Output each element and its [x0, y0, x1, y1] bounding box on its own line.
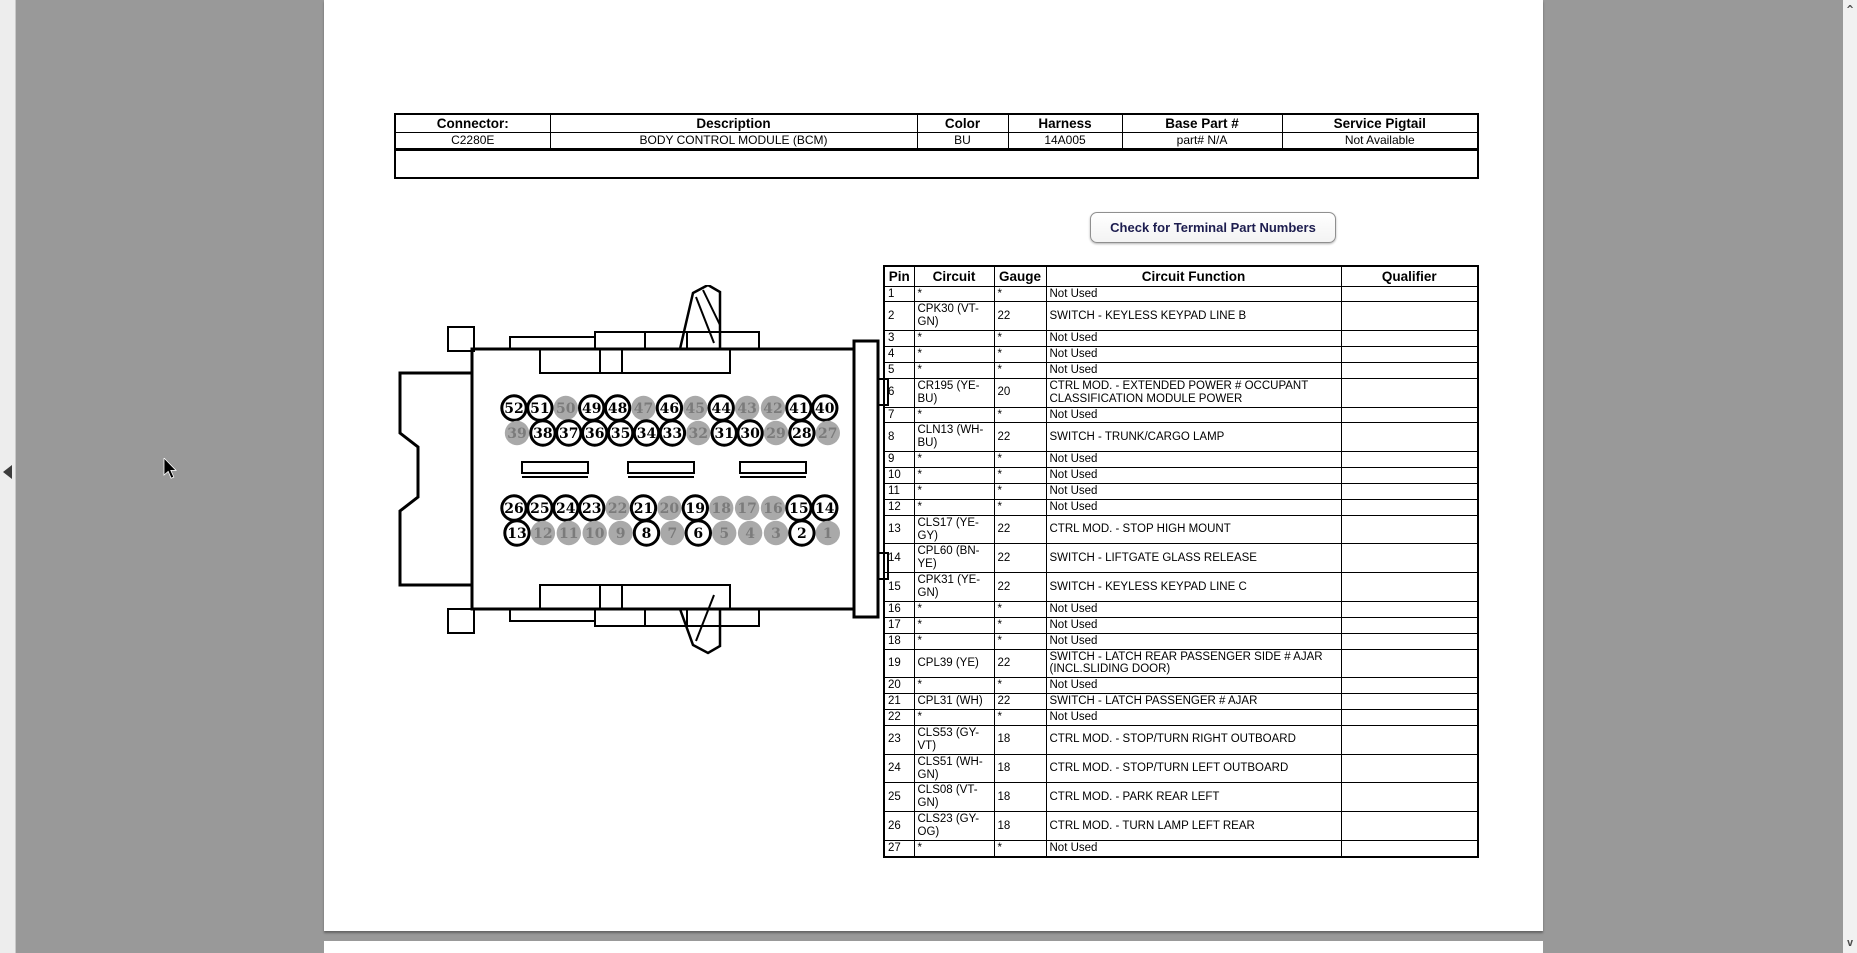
cell-pin: 21: [884, 694, 914, 710]
pin-label-47: 47: [633, 401, 654, 418]
cell-qualifier: [1341, 725, 1478, 754]
connector-info-value-row: [395, 132, 1478, 149]
cell-function: Not Used: [1046, 840, 1341, 856]
cell-pin: 27: [884, 840, 914, 856]
cell-qualifier: [1341, 754, 1478, 783]
pin-row-11: [884, 483, 1478, 499]
pin-row-16: [884, 601, 1478, 617]
cell-function: SWITCH - LATCH REAR PASSENGER SIDE # AJAR (INCL.SLIDING DOOR): [1046, 649, 1341, 678]
pin-row-15: [884, 573, 1478, 602]
pin-label-34: 34: [636, 426, 657, 443]
cell-qualifier: [1341, 499, 1478, 515]
pin-row-21: [884, 694, 1478, 710]
pin-label-29: 29: [766, 426, 786, 443]
pin-label-9: 9: [615, 526, 626, 543]
pin-table-header-cell: Circuit Function: [1046, 266, 1341, 286]
cell-gauge: 18: [994, 725, 1046, 754]
cell-gauge: 22: [994, 302, 1046, 331]
cell-pin: 18: [884, 633, 914, 649]
pin-label-45: 45: [685, 401, 706, 418]
cell-qualifier: [1341, 573, 1478, 602]
cell-pin: 6: [884, 378, 914, 407]
pin-label-23: 23: [581, 501, 602, 518]
pin-label-38: 38: [533, 426, 553, 443]
cell-circuit: CLN13 (WH-BU): [914, 423, 994, 452]
connector-info-empty-row: [395, 149, 1478, 178]
pin-table-header-cell: Qualifier: [1341, 266, 1478, 286]
info-header-cell: Harness: [1008, 114, 1122, 132]
cell-gauge: 22: [994, 694, 1046, 710]
cell-circuit: *: [914, 601, 994, 617]
pin-row-13: [884, 515, 1478, 544]
pin-row-10: [884, 468, 1478, 484]
cell-circuit: *: [914, 499, 994, 515]
pin-label-19: 19: [685, 501, 706, 518]
cell-gauge: *: [994, 407, 1046, 423]
pin-label-18: 18: [711, 501, 731, 518]
cell-function: Not Used: [1046, 452, 1341, 468]
cell-pin: 20: [884, 678, 914, 694]
cell-circuit: CPL60 (BN-YE): [914, 544, 994, 573]
cell-pin: 14: [884, 544, 914, 573]
cell-gauge: *: [994, 362, 1046, 378]
cell-gauge: *: [994, 678, 1046, 694]
vertical-scrollbar[interactable]: [1843, 0, 1857, 953]
info-value-cell: C2280E: [395, 132, 550, 149]
cell-circuit: CLS08 (VT-GN): [914, 783, 994, 812]
cell-pin: 2: [884, 302, 914, 331]
pin-label-12: 12: [533, 526, 553, 543]
pin-label-37: 37: [559, 426, 579, 443]
cell-circuit: *: [914, 468, 994, 484]
pin-label-41: 41: [789, 401, 809, 418]
cell-gauge: 18: [994, 812, 1046, 841]
pin-row-24: [884, 754, 1478, 783]
pin-table: [883, 265, 1479, 858]
cell-circuit: CPK30 (VT-GN): [914, 302, 994, 331]
cell-function: Not Used: [1046, 286, 1341, 302]
pin-label-20: 20: [659, 501, 680, 518]
pin-row-18: [884, 633, 1478, 649]
cell-function: CTRL MOD. - STOP HIGH MOUNT: [1046, 515, 1341, 544]
cell-circuit: *: [914, 617, 994, 633]
pin-table-header-cell: Gauge: [994, 266, 1046, 286]
pin-row-9: [884, 452, 1478, 468]
pin-label-31: 31: [714, 426, 734, 443]
cell-circuit: *: [914, 710, 994, 726]
cell-pin: 13: [884, 515, 914, 544]
cell-gauge: *: [994, 452, 1046, 468]
cell-function: Not Used: [1046, 617, 1341, 633]
cell-pin: 23: [884, 725, 914, 754]
cell-circuit: CPL39 (YE): [914, 649, 994, 678]
pin-label-46: 46: [659, 401, 680, 418]
pin-label-35: 35: [610, 426, 631, 443]
cell-qualifier: [1341, 633, 1478, 649]
cell-function: Not Used: [1046, 483, 1341, 499]
cell-gauge: *: [994, 331, 1046, 347]
pin-label-11: 11: [559, 526, 579, 543]
pin-row-23: [884, 725, 1478, 754]
cell-pin: 24: [884, 754, 914, 783]
scroll-up-icon[interactable]: ^: [1846, 3, 1854, 16]
cell-gauge: *: [994, 710, 1046, 726]
cell-qualifier: [1341, 678, 1478, 694]
info-header-cell: Base Part #: [1122, 114, 1282, 132]
cell-circuit: *: [914, 331, 994, 347]
cell-function: Not Used: [1046, 331, 1341, 347]
pin-label-42: 42: [763, 401, 783, 418]
cell-gauge: 20: [994, 378, 1046, 407]
cell-gauge: 22: [994, 649, 1046, 678]
cell-gauge: 18: [994, 754, 1046, 783]
info-header-cell: Connector:: [395, 114, 550, 132]
pin-label-21: 21: [633, 501, 654, 518]
cell-pin: 19: [884, 649, 914, 678]
cell-pin: 5: [884, 362, 914, 378]
cell-function: Not Used: [1046, 362, 1341, 378]
connector-outline: [400, 285, 888, 653]
cell-pin: 8: [884, 423, 914, 452]
pin-label-8: 8: [641, 526, 652, 543]
cell-function: Not Used: [1046, 633, 1341, 649]
pin-label-36: 36: [584, 426, 605, 443]
pin-label-4: 4: [745, 526, 755, 543]
cell-function: CTRL MOD. - STOP/TURN LEFT OUTBOARD: [1046, 754, 1341, 783]
connector-body: [472, 349, 854, 609]
cell-qualifier: [1341, 515, 1478, 544]
cell-pin: 11: [884, 483, 914, 499]
scroll-down-icon[interactable]: v: [1846, 936, 1854, 949]
pin-row-12: [884, 499, 1478, 515]
pin-label-32: 32: [688, 426, 709, 443]
cell-qualifier: [1341, 286, 1478, 302]
pin-row-20: [884, 678, 1478, 694]
cell-function: SWITCH - KEYLESS KEYPAD LINE C: [1046, 573, 1341, 602]
cell-gauge: 22: [994, 515, 1046, 544]
check-terminal-part-numbers-button[interactable]: Check for Terminal Part Numbers: [1090, 212, 1336, 243]
info-header-cell: Description: [550, 114, 917, 132]
empty-cell: [395, 149, 1478, 178]
pin-label-7: 7: [667, 526, 678, 543]
pin-label-2: 2: [797, 526, 807, 543]
keying-slots: [522, 462, 806, 477]
pin-row-8: [884, 423, 1478, 452]
pin-label-3: 3: [771, 526, 781, 543]
cell-gauge: *: [994, 601, 1046, 617]
pin-label-13: 13: [507, 526, 527, 543]
cell-gauge: 22: [994, 573, 1046, 602]
cell-circuit: *: [914, 483, 994, 499]
right-flange: [854, 341, 878, 617]
cell-pin: 25: [884, 783, 914, 812]
top-left-tab: [448, 327, 474, 351]
info-value-cell: BU: [917, 132, 1008, 149]
cell-pin: 10: [884, 468, 914, 484]
cell-function: Not Used: [1046, 468, 1341, 484]
pin-row-1: [884, 286, 1478, 302]
cell-gauge: 22: [994, 544, 1046, 573]
pin-label-26: 26: [504, 501, 524, 518]
info-value-cell: part# N/A: [1122, 132, 1282, 149]
cell-pin: 26: [884, 812, 914, 841]
pin-label-17: 17: [737, 501, 757, 518]
info-value-cell: 14A005: [1008, 132, 1122, 149]
pin-label-48: 48: [607, 401, 628, 418]
cell-pin: 1: [884, 286, 914, 302]
cell-circuit: *: [914, 678, 994, 694]
cell-qualifier: [1341, 601, 1478, 617]
pin-label-33: 33: [662, 426, 683, 443]
cell-gauge: *: [994, 617, 1046, 633]
cell-pin: 9: [884, 452, 914, 468]
cell-circuit: *: [914, 286, 994, 302]
cell-circuit: CLS53 (GY-VT): [914, 725, 994, 754]
cell-gauge: *: [994, 286, 1046, 302]
info-header-cell: Color: [917, 114, 1008, 132]
pin-label-39: 39: [507, 426, 527, 443]
cell-qualifier: [1341, 423, 1478, 452]
cell-gauge: *: [994, 483, 1046, 499]
pin-label-51: 51: [530, 401, 550, 418]
cell-gauge: 22: [994, 423, 1046, 452]
pin-table-body: [884, 286, 1478, 857]
cell-qualifier: [1341, 452, 1478, 468]
cell-circuit: CR195 (YE-BU): [914, 378, 994, 407]
cell-circuit: CPL31 (WH): [914, 694, 994, 710]
cell-function: SWITCH - KEYLESS KEYPAD LINE B: [1046, 302, 1341, 331]
document-page: [324, 0, 1543, 931]
pin-row-27: [884, 840, 1478, 856]
pin-table-header-cell: Pin: [884, 266, 914, 286]
pin-label-1: 1: [822, 526, 833, 543]
collapse-left-arrow-icon[interactable]: [3, 465, 12, 479]
cell-function: Not Used: [1046, 710, 1341, 726]
pin-row-2: [884, 302, 1478, 331]
connector-info-header-row: [395, 114, 1478, 132]
pin-label-43: 43: [737, 401, 757, 418]
pin-row-6: [884, 378, 1478, 407]
cell-pin: 16: [884, 601, 914, 617]
cell-function: CTRL MOD. - TURN LAMP LEFT REAR: [1046, 812, 1341, 841]
pin-row-4: [884, 347, 1478, 363]
cell-qualifier: [1341, 362, 1478, 378]
cell-pin: 17: [884, 617, 914, 633]
pin-label-30: 30: [740, 426, 760, 443]
bottom-inner-band: [540, 585, 730, 609]
bottom-left-tab: [448, 609, 474, 633]
pin-label-15: 15: [789, 501, 809, 518]
pin-label-16: 16: [763, 501, 783, 518]
cell-pin: 4: [884, 347, 914, 363]
cell-circuit: *: [914, 633, 994, 649]
left-bracket-shape: [400, 373, 472, 585]
pin-row-25: [884, 783, 1478, 812]
cell-qualifier: [1341, 617, 1478, 633]
info-header-cell: Service Pigtail: [1282, 114, 1478, 132]
cell-pin: 15: [884, 573, 914, 602]
info-value-cell: BODY CONTROL MODULE (BCM): [550, 132, 917, 149]
cell-qualifier: [1341, 302, 1478, 331]
pin-table-header-row: [884, 266, 1478, 286]
cell-gauge: *: [994, 633, 1046, 649]
cell-gauge: *: [994, 347, 1046, 363]
pin-label-24: 24: [556, 501, 576, 518]
pin-row-14: [884, 544, 1478, 573]
cell-function: Not Used: [1046, 499, 1341, 515]
cell-function: CTRL MOD. - EXTENDED POWER # OCCUPANT CLASSIFICATION MODULE POWER: [1046, 378, 1341, 407]
pin-label-14: 14: [815, 501, 835, 518]
top-rail: [510, 337, 595, 349]
pin-label-22: 22: [607, 501, 628, 518]
cell-qualifier: [1341, 840, 1478, 856]
cell-circuit: *: [914, 362, 994, 378]
pin-row-5: [884, 362, 1478, 378]
pin-label-50: 50: [556, 401, 576, 418]
left-panel-splitter[interactable]: [0, 0, 16, 953]
pin-row-22: [884, 710, 1478, 726]
next-document-page: [324, 941, 1543, 953]
pin-table-header-cell: Circuit: [914, 266, 994, 286]
pin-row-7: [884, 407, 1478, 423]
cell-function: SWITCH - LATCH PASSENGER # AJAR: [1046, 694, 1341, 710]
cell-gauge: 18: [994, 783, 1046, 812]
pin-label-10: 10: [584, 526, 605, 543]
pin-label-28: 28: [792, 426, 812, 443]
cell-function: SWITCH - LIFTGATE GLASS RELEASE: [1046, 544, 1341, 573]
cell-circuit: CPK31 (YE-GN): [914, 573, 994, 602]
pin-label-27: 27: [818, 426, 838, 443]
cell-function: CTRL MOD. - PARK REAR LEFT: [1046, 783, 1341, 812]
pin-label-44: 44: [711, 401, 731, 418]
connector-diagram: [390, 285, 890, 655]
cell-pin: 22: [884, 710, 914, 726]
connector-info-table: [394, 113, 1479, 179]
cell-qualifier: [1341, 407, 1478, 423]
cell-qualifier: [1341, 468, 1478, 484]
cell-qualifier: [1341, 378, 1478, 407]
cell-qualifier: [1341, 783, 1478, 812]
cell-pin: 3: [884, 331, 914, 347]
cell-function: Not Used: [1046, 601, 1341, 617]
cell-circuit: *: [914, 347, 994, 363]
cell-qualifier: [1341, 483, 1478, 499]
cell-function: Not Used: [1046, 407, 1341, 423]
pin-row-3: [884, 331, 1478, 347]
cell-gauge: *: [994, 468, 1046, 484]
top-inner-band: [540, 349, 730, 373]
pin-label-40: 40: [815, 401, 835, 418]
cell-qualifier: [1341, 544, 1478, 573]
pin-row-17: [884, 617, 1478, 633]
connector-pin-field: [502, 396, 840, 545]
mouse-cursor: [163, 458, 179, 480]
cell-qualifier: [1341, 331, 1478, 347]
cell-qualifier: [1341, 347, 1478, 363]
pin-label-25: 25: [530, 501, 550, 518]
bottom-rail: [510, 609, 595, 621]
pin-label-6: 6: [693, 526, 704, 543]
cell-circuit: CLS17 (YE-GY): [914, 515, 994, 544]
cell-qualifier: [1341, 710, 1478, 726]
cell-circuit: CLS23 (GY-OG): [914, 812, 994, 841]
info-value-cell: Not Available: [1282, 132, 1478, 149]
cell-pin: 7: [884, 407, 914, 423]
cell-gauge: *: [994, 499, 1046, 515]
cell-circuit: *: [914, 452, 994, 468]
cell-pin: 12: [884, 499, 914, 515]
cell-circuit: CLS51 (WH-GN): [914, 754, 994, 783]
pin-row-19: [884, 649, 1478, 678]
cell-qualifier: [1341, 812, 1478, 841]
pin-row-26: [884, 812, 1478, 841]
pin-label-49: 49: [581, 401, 602, 418]
cell-function: Not Used: [1046, 347, 1341, 363]
cell-function: CTRL MOD. - STOP/TURN RIGHT OUTBOARD: [1046, 725, 1341, 754]
cell-qualifier: [1341, 694, 1478, 710]
pin-label-5: 5: [719, 526, 730, 543]
cell-function: SWITCH - TRUNK/CARGO LAMP: [1046, 423, 1341, 452]
cell-function: Not Used: [1046, 678, 1341, 694]
pin-label-52: 52: [504, 401, 524, 418]
cell-gauge: *: [994, 840, 1046, 856]
cell-qualifier: [1341, 649, 1478, 678]
cell-circuit: *: [914, 407, 994, 423]
cell-circuit: *: [914, 840, 994, 856]
